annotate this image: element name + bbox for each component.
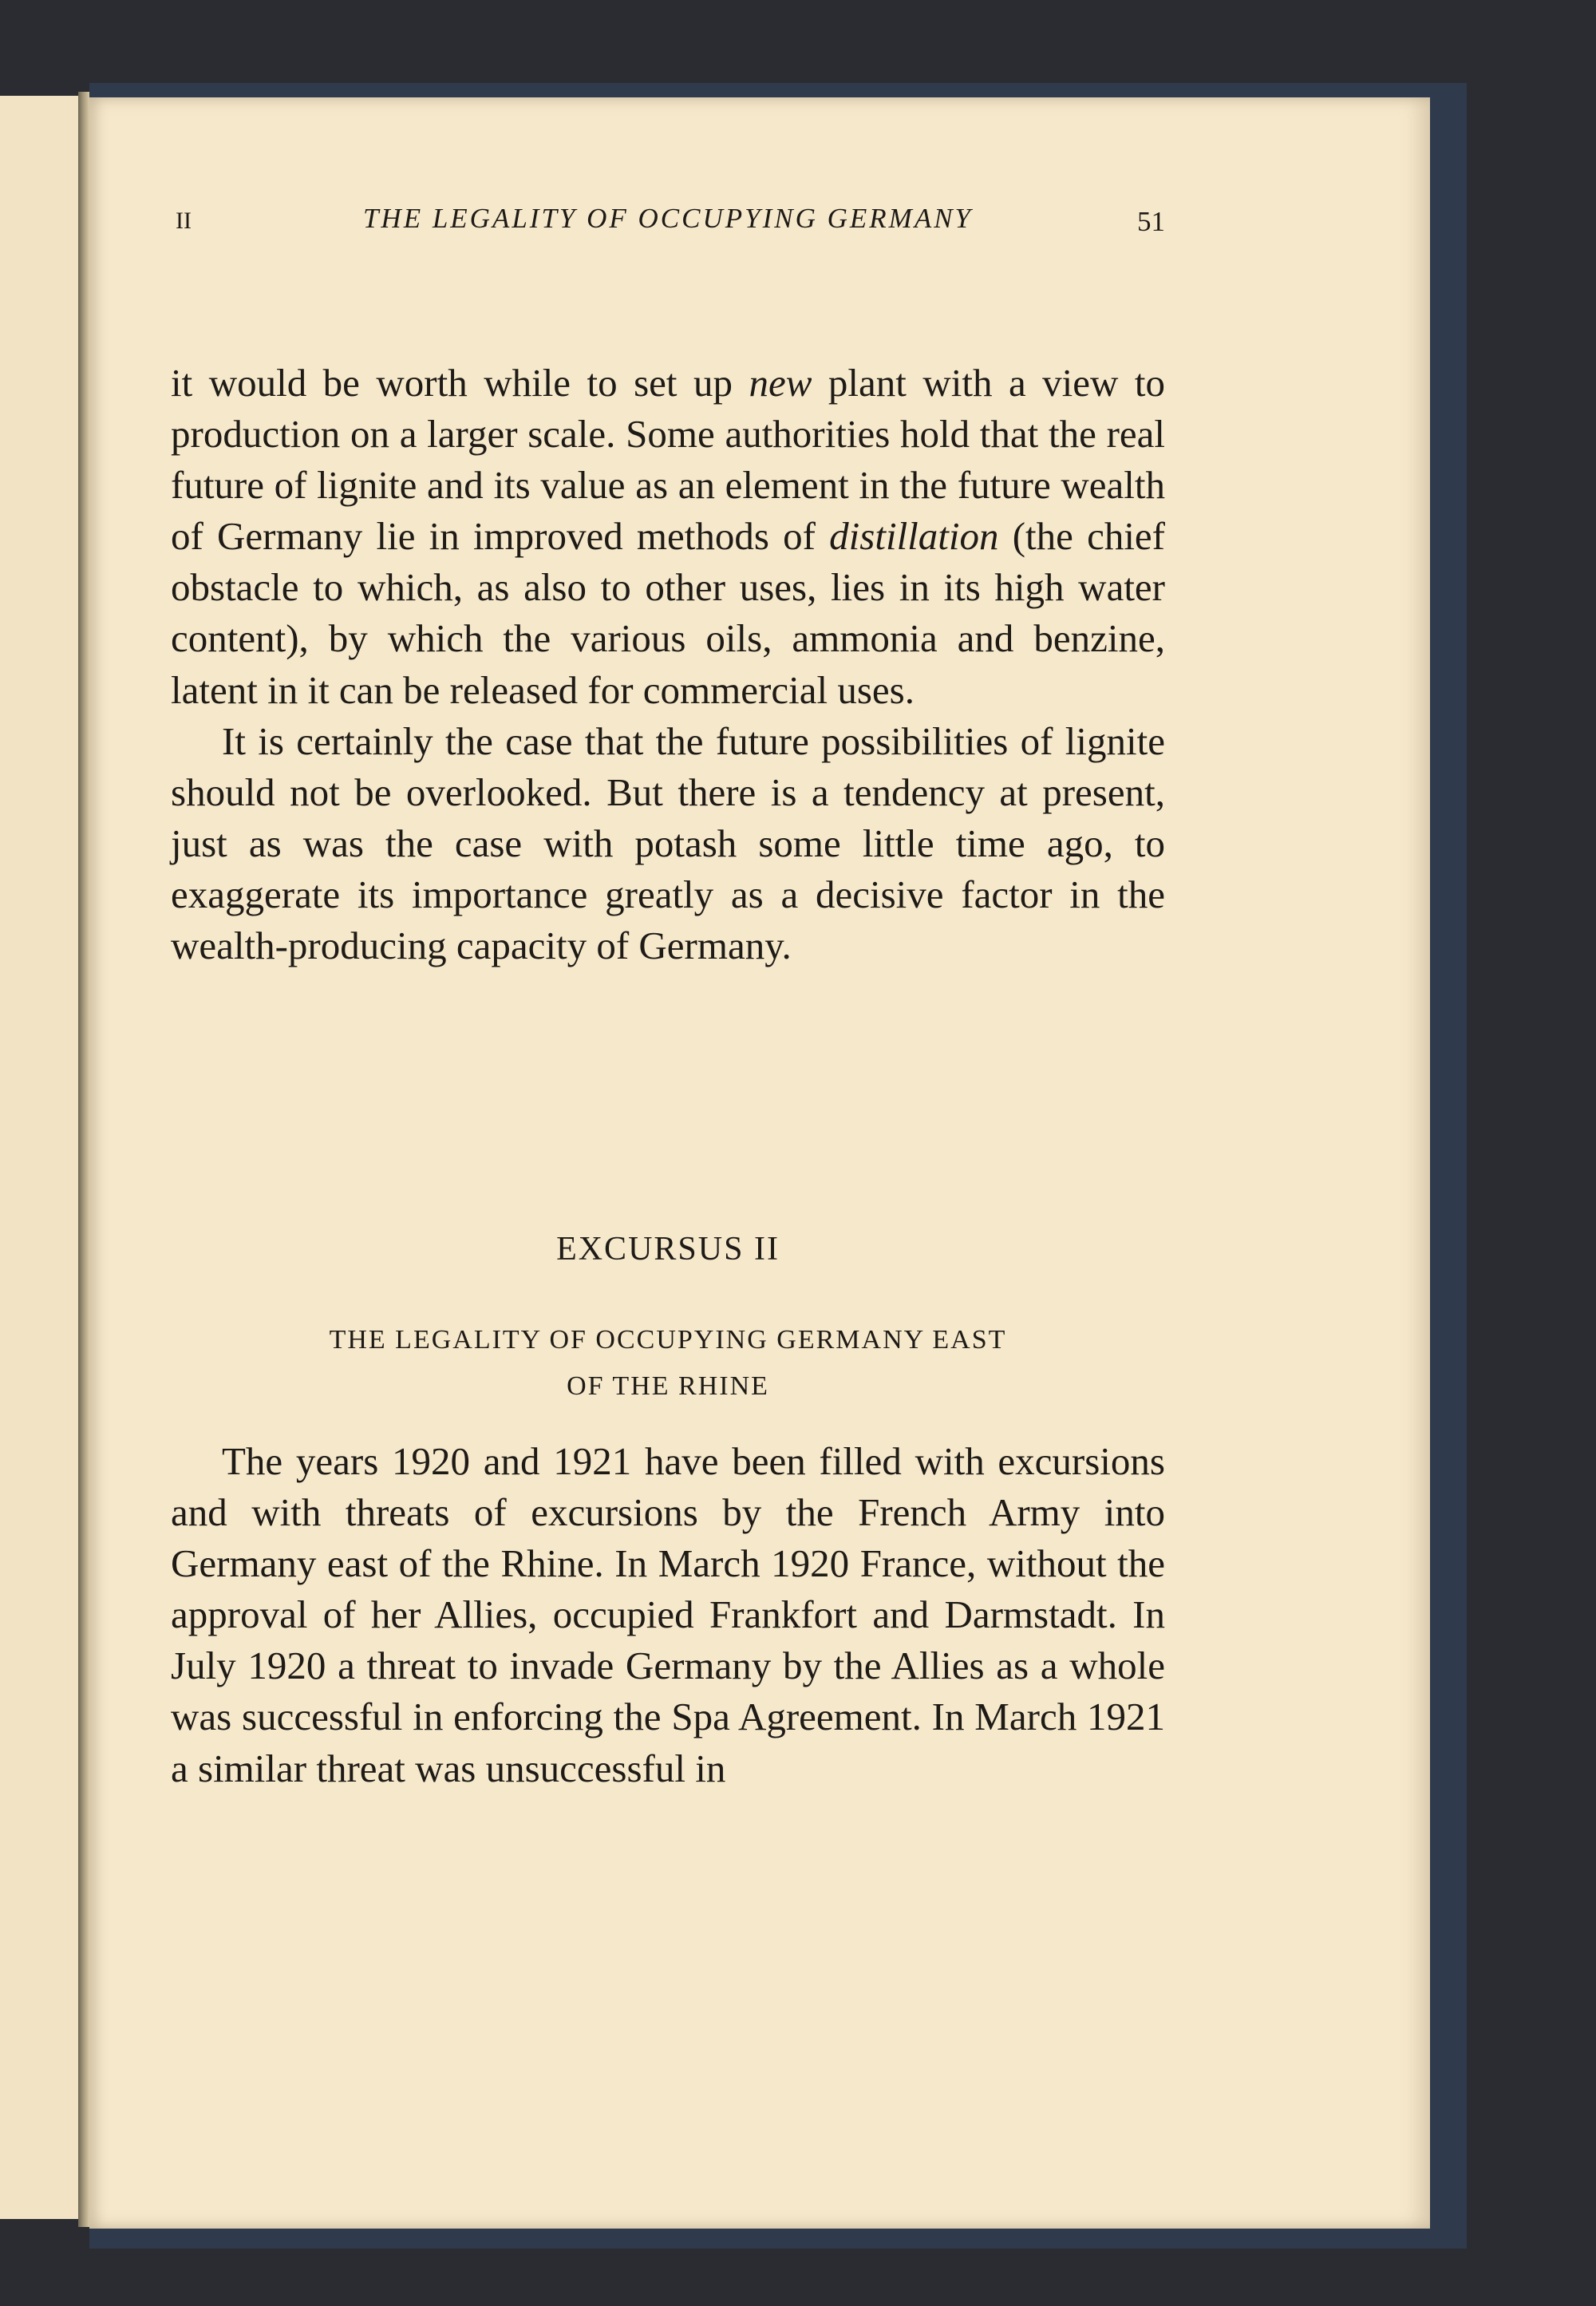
running-head xyxy=(171,203,1165,243)
body-text-bottom xyxy=(171,1436,1165,1794)
subheading-line-1: THE LEGALITY OF OCCUPYING GERMANY EAST xyxy=(329,1325,1007,1355)
book-gutter xyxy=(78,92,89,2227)
emphasis-distillation: distillation xyxy=(829,514,999,559)
page-number: 51 xyxy=(1137,206,1165,237)
chapter-number: II xyxy=(176,208,192,234)
emphasis-new: new xyxy=(749,361,812,405)
paragraph-possibilities: It is certainly the case that the future possibilities of lignite should not be overlooked. But there is a tendency at present, just as was the case with potash some little time ago, to exaggerate its importance greatly as a decisive factor in the wealth-producing capacity of Germany. xyxy=(171,718,1165,968)
facing-page-edge xyxy=(0,96,81,2219)
paragraph-lignite: it would be worth while to set up new plant with a view to production on a larger scale. Some authorities hold that the real future of lignite and its value as an element in the future wealth of Germany lie in improved methods of distillation (the chief obstacle to which, as also to other uses, lies in its high water content), by which the various oils, ammonia and benzine, latent in it can be released for commercial uses. xyxy=(171,361,1166,712)
excursus-subheading xyxy=(171,1317,1165,1410)
body-text-top xyxy=(171,358,1165,971)
subheading-line-2: OF THE RHINE xyxy=(567,1371,769,1401)
paragraph-excursions: The years 1920 and 1921 have been filled with excursions and with threats of excursions by the French Army into Germany east of the Rhine. In March 1920 France, without the approval of her Allies, occupied Frankfort and Darmstadt. In July 1920 a threat to invade Germany by the Allies as a whole was successful in enforcing the Spa Agreement. In March 1921 a similar threat was unsuccessful in xyxy=(171,1439,1165,1790)
excursus-heading: EXCURSUS II xyxy=(556,1231,780,1268)
running-title: THE LEGALITY OF OCCUPYING GERMANY xyxy=(362,203,974,234)
